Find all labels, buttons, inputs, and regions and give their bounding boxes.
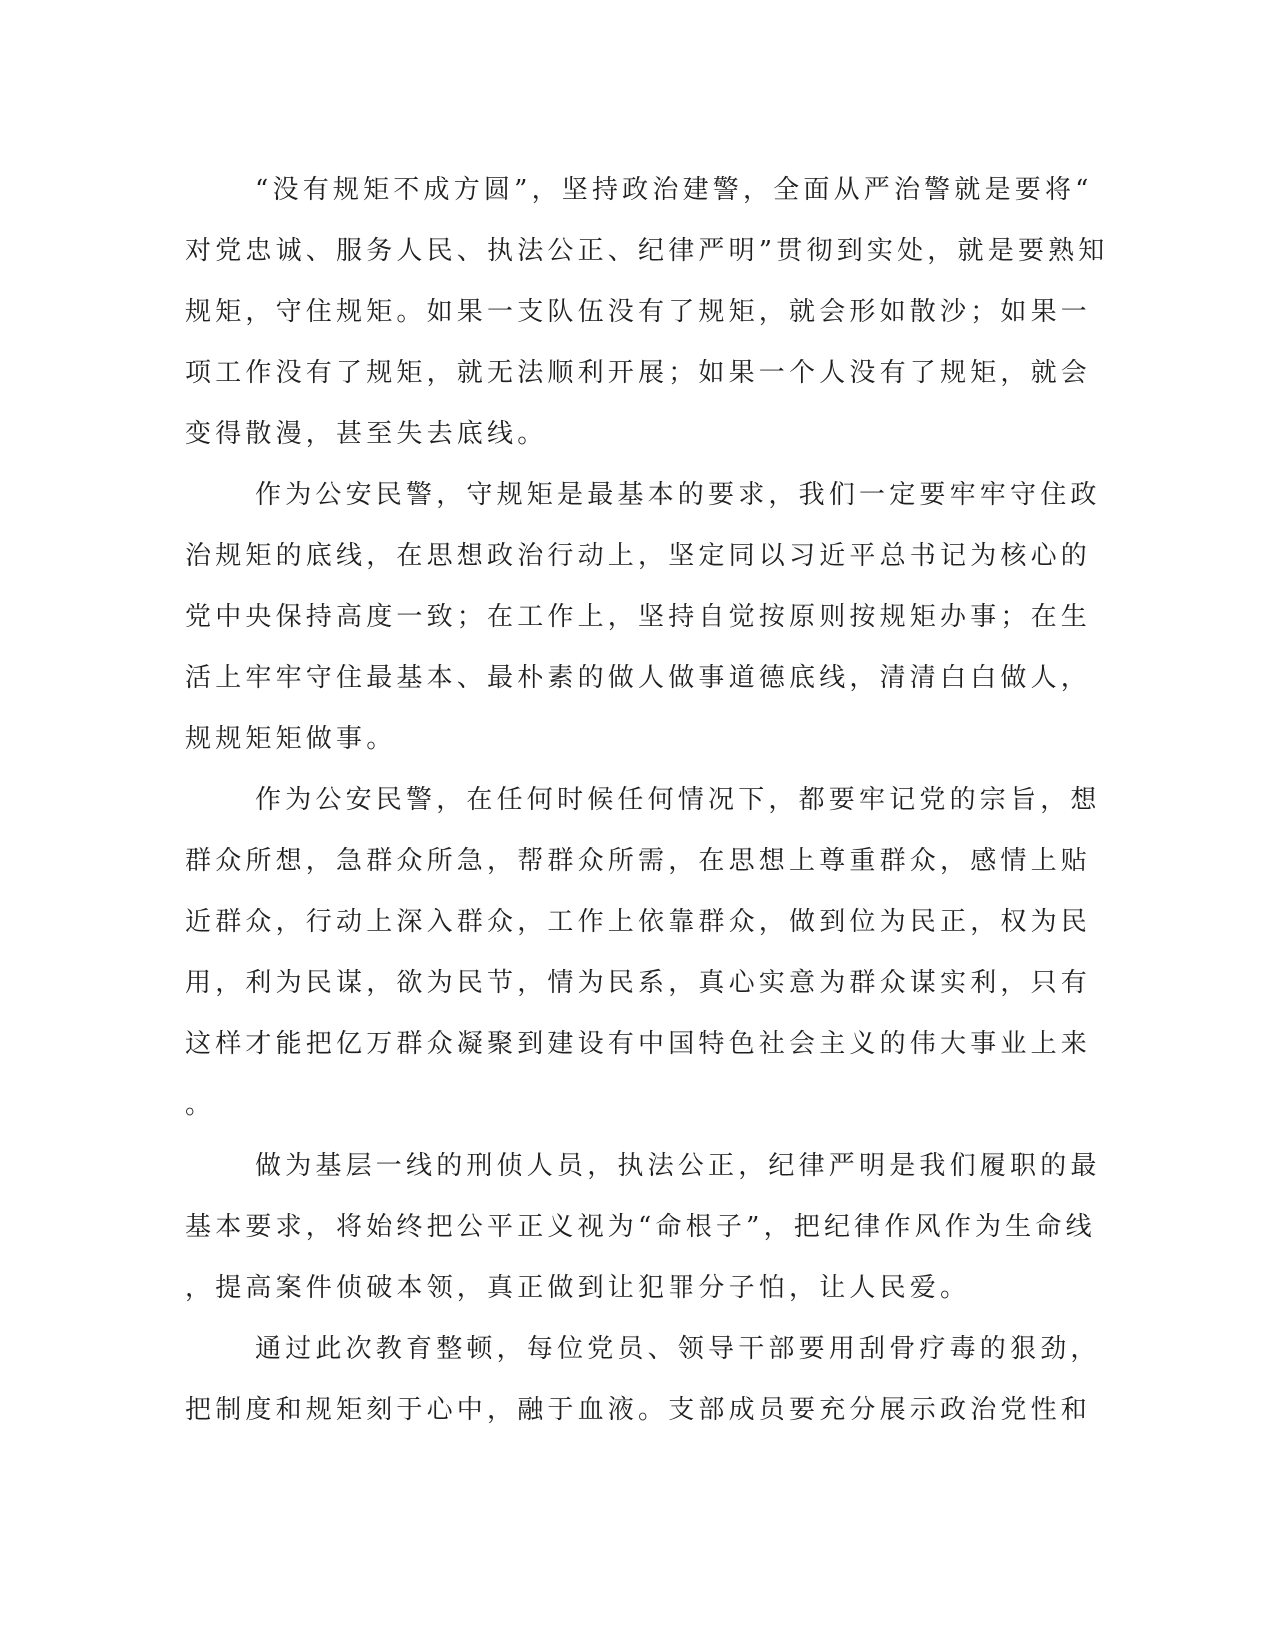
- paragraph-line: 通过此次教育整顿，每位党员、领导干部要用刮骨疗毒的狠劲，: [255, 1334, 1101, 1364]
- paragraph: [185, 770, 1101, 1136]
- paragraph-line: 作为公安民警，在任何时候任何情况下，都要牢记党的宗旨，想: [255, 785, 1101, 815]
- paragraph-line: 用，利为民谋，欲为民节，情为民系，真心实意为群众谋实利，只有: [185, 968, 1092, 998]
- paragraph-line: 变得散漫，甚至失去底线。: [185, 419, 548, 449]
- paragraph-line: 作为公安民警，守规矩是最基本的要求，我们一定要牢牢守住政: [255, 480, 1101, 510]
- paragraph-line: “没有规矩不成方圆”，坚持政治建警，全面从严治警就是要将“: [255, 175, 1093, 205]
- paragraph-line: 项工作没有了规矩，就无法顺利开展；如果一个人没有了规矩，就会: [185, 358, 1092, 388]
- paragraph-line: 对党忠诚、服务人民、执法公正、纪律严明”贯彻到实处，就是要熟知: [185, 236, 1109, 266]
- paragraph-line: 规矩，守住规矩。如果一支队伍没有了规矩，就会形如散沙；如果一: [185, 297, 1092, 327]
- paragraph-line: 规规矩矩做事。: [185, 724, 397, 754]
- paragraph: [185, 160, 1109, 465]
- paragraph-line: 做为基层一线的刑侦人员，执法公正，纪律严明是我们履职的最: [255, 1151, 1101, 1181]
- paragraph-line: 群众所想，急群众所急，帮群众所需，在思想上尊重群众，感情上贴: [185, 846, 1092, 876]
- paragraph-line: 。: [185, 1090, 216, 1120]
- paragraph-line: 这样才能把亿万群众凝聚到建设有中国特色社会主义的伟大事业上来: [185, 1029, 1092, 1059]
- document-body: [185, 160, 1109, 1441]
- paragraph-line: 治规矩的底线，在思想政治行动上，坚定同以习近平总书记为核心的: [185, 541, 1092, 571]
- paragraph: [185, 1319, 1101, 1441]
- paragraph-line: ，提高案件侦破本领，真正做到让犯罪分子怕，让人民爱。: [185, 1273, 971, 1303]
- paragraph-line: 把制度和规矩刻于心中，融于血液。支部成员要充分展示政治党性和: [185, 1395, 1092, 1425]
- paragraph-line: 近群众，行动上深入群众，工作上依靠群众，做到位为民正，权为民: [185, 907, 1092, 937]
- paragraph-line: 基本要求，将始终把公平正义视为“命根子”，把纪律作风作为生命线: [185, 1212, 1096, 1242]
- paragraph: [185, 1136, 1101, 1319]
- paragraph-line: 活上牢牢守住最基本、最朴素的做人做事道德底线，清清白白做人，: [185, 663, 1092, 693]
- paragraph: [185, 465, 1101, 770]
- paragraph-line: 党中央保持高度一致；在工作上，坚持自觉按原则按规矩办事；在生: [185, 602, 1092, 632]
